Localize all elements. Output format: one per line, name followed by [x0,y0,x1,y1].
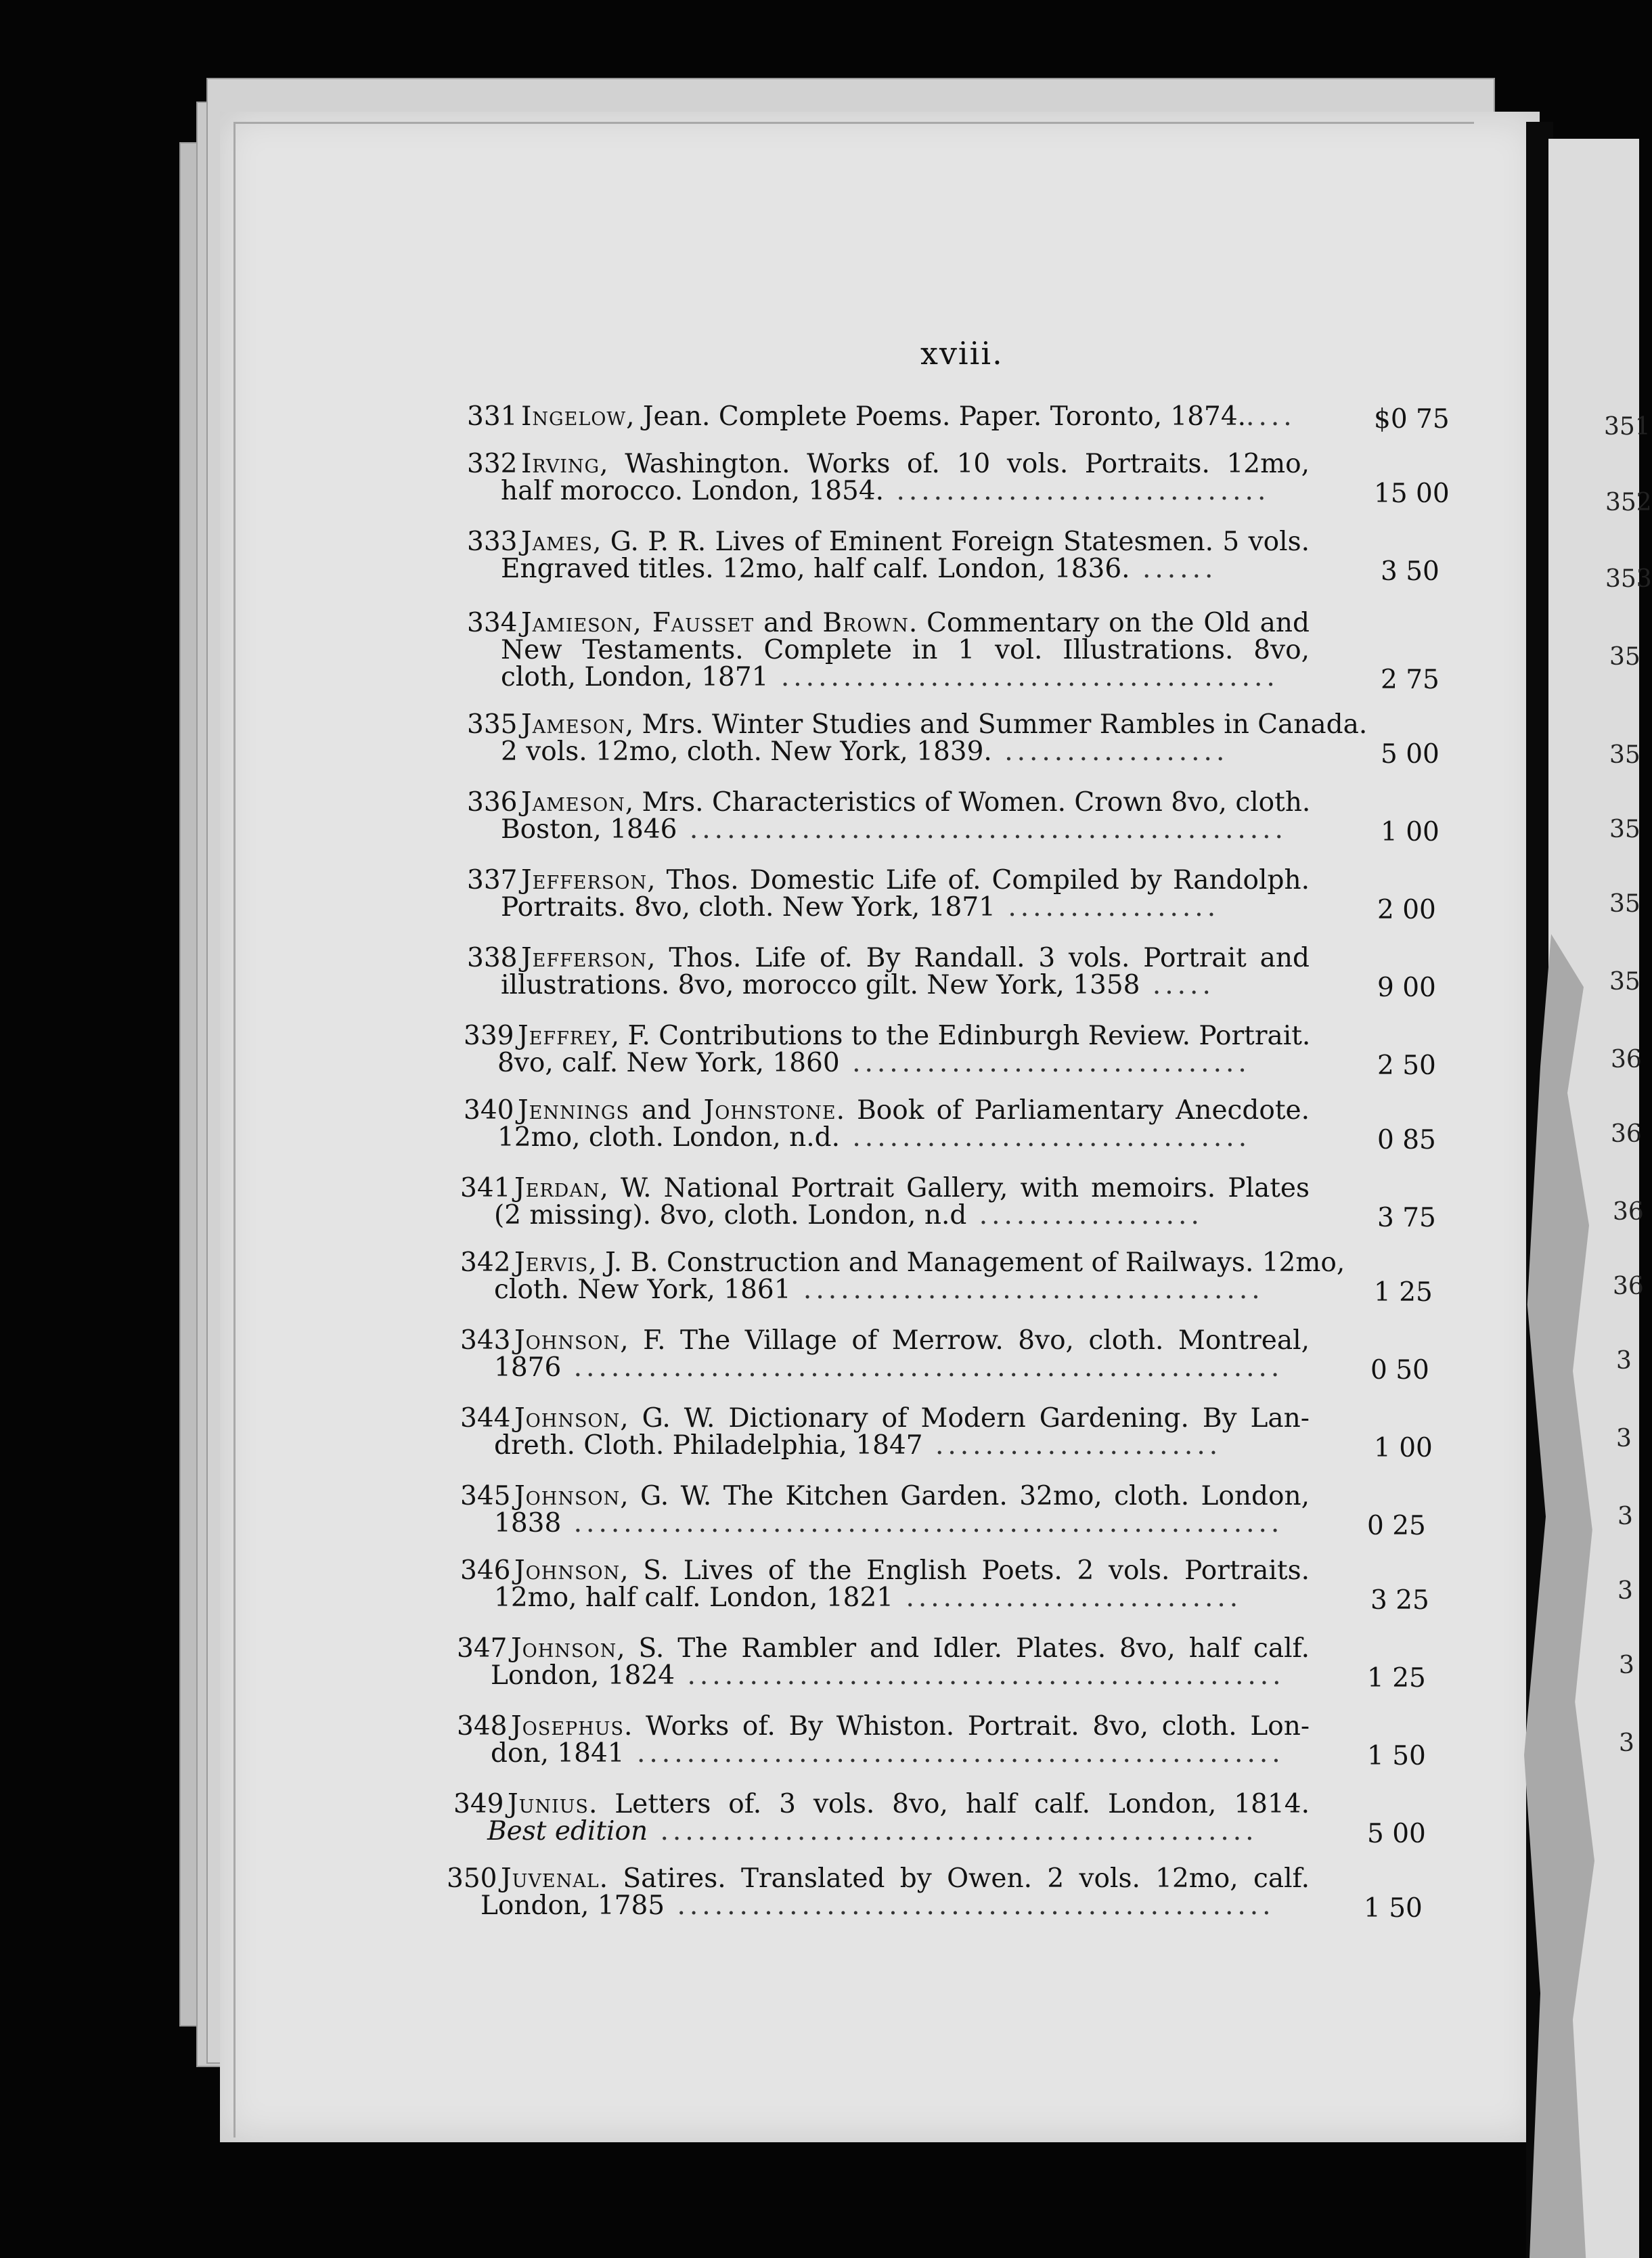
entry-detail: don, 1841 [491,1738,625,1769]
entry-author-rest: . [623,1711,633,1742]
entry-detail: 8vo, calf. New York, 1860 [497,1048,840,1078]
entry-price: 0 85 [1377,1125,1436,1155]
entry-price: 1 50 [1367,1741,1426,1771]
facing-page-entry-number: 36 [1611,1120,1642,1148]
entry-price: 1 00 [1374,1433,1433,1463]
entry-detail: cloth. New York, 1861 [494,1275,791,1305]
entry-continuation-line [487,1817,1259,1845]
entry-continuation-line [501,971,1259,999]
dot-leader: .................. [966,1200,1203,1231]
dot-leader: ................................................ [677,814,1287,845]
entry-number: 332 [467,449,518,479]
entry-author-rest: and [629,1095,704,1126]
facing-page-entry-number: 35 [1609,741,1640,769]
dot-leader: .... [1246,401,1296,432]
facing-page-entry-number: 353 [1605,565,1652,593]
entry-price: 3 50 [1381,556,1439,587]
entry-description: Complete Poems. Paper. Toronto, 1874. [718,401,1247,432]
entry-author: Johnson [514,1403,621,1434]
entry-description: The Kitchen Garden. 32mo, cloth. London, [723,1481,1310,1511]
entry-detail: 12mo, cloth. London, n.d. [497,1122,840,1153]
entry-number: 349 [453,1789,504,1819]
entry-number: 333 [467,527,518,557]
entry-author-rest: , G. P. R. [593,527,707,557]
facing-page-entry-number: 36 [1613,1198,1644,1226]
entry-author-rest: , Washington. [600,449,790,479]
facing-page-entry-number: 35 [1609,968,1640,996]
entry-detail: Portraits. 8vo, cloth. New York, 1871 [501,892,996,923]
entry-detail: (2 missing). 8vo, cloth. London, n.d [494,1200,967,1231]
entry-description: National Portrait Gallery, with memoirs. Plates [663,1173,1310,1203]
facing-page-entry-number: 351 [1604,413,1651,441]
entry-number: 343 [460,1325,511,1356]
entry-price: 3 25 [1370,1585,1429,1616]
entry-author: Jamieson, Fausset [521,608,755,638]
entry-heading-line [521,944,1310,972]
entry-detail: Best edition [487,1816,648,1846]
entry-author: Jennings [518,1095,629,1126]
entry-author: Jefferson [521,865,648,895]
entry-author: Johnson [511,1633,617,1664]
facing-page-entry-number: 35 [1609,816,1640,843]
entry-description: Lives of the English Poets. 2 vols. Portraits. [683,1555,1310,1586]
entry-continuation-line [494,1432,1259,1459]
dot-leader: ........................................ [768,662,1279,692]
entry-description: Works of. By Whiston. Portrait. 8vo, cloth. Lon- [646,1711,1310,1742]
entry-number: 338 [467,943,518,973]
facing-page-entry-number: 3 [1617,1503,1633,1530]
facing-page-entry-number: 36 [1613,1272,1644,1300]
entry-continuation-line [501,555,1259,583]
entry-number: 348 [457,1711,508,1742]
facing-page-entry-number: 3 [1616,1347,1632,1375]
entry-number: 344 [460,1403,511,1434]
entry-price: 3 75 [1377,1203,1436,1233]
entry-author: Johnson [514,1325,621,1356]
entry-description: Construction and Management of Railways. 12mo, [667,1247,1345,1278]
entry-heading-line [518,1022,1310,1050]
entry-number: 347 [457,1633,508,1664]
dot-leader: ................................................ [648,1816,1258,1846]
entry-author-rest: , S. [617,1633,665,1664]
entry-number: 350 [447,1863,497,1894]
entry-author: Johnson [514,1481,621,1511]
entry-heading-line [511,1712,1310,1740]
entry-author-rest: and [754,608,823,638]
entry-author-rest: , W. [600,1173,652,1203]
entry-price: 1 25 [1367,1663,1426,1694]
entry-heading-line [521,789,1310,816]
entry-price: 2 00 [1377,895,1436,925]
dot-leader: .............................. [884,476,1270,506]
entry-number: 331 [467,401,518,432]
entry-price: 9 00 [1377,973,1436,1003]
entry-author: Junius [508,1789,589,1819]
entry-detail: dreth. Cloth. Philadelphia, 1847 [494,1430,923,1461]
entry-author: Jerdan [514,1173,600,1203]
entry-detail: 1838 [494,1508,562,1538]
entry-price: 5 00 [1367,1819,1426,1849]
entry-price: 2 75 [1381,665,1439,695]
entry-author-rest: , G. W. [620,1403,715,1434]
entry-price: 2 50 [1377,1050,1436,1081]
dot-leader: ......................................................... [561,1352,1284,1383]
entry-author-rest: . [588,1789,598,1819]
entry-author-rest: , Jean. [626,401,711,432]
entry-author: Irving [521,449,600,479]
entry-continuation-line [494,1275,1264,1305]
entry-author-rest: , Mrs. [625,709,704,740]
entry-description: Winter Studies and Summer Rambles in Canada. [711,709,1368,740]
dot-leader: ................................ [840,1122,1251,1153]
facing-page-entry-number: 35 [1609,643,1640,671]
dot-leader: ....................... [922,1430,1222,1461]
entry-author-rest: , F. [610,1021,650,1051]
entry-description: Life of. By Randall. 3 vols. Portrait and [755,943,1310,973]
dot-leader: .................................................... [624,1738,1285,1769]
entry-detail: Engraved titles. 12mo, half calf. London, 1836. [501,554,1130,584]
entry-author-rest: , F. [620,1325,666,1356]
entry-detail: London, 1785 [481,1890,665,1921]
entry-author: Josephus [511,1711,624,1742]
dot-leader: ........................... [893,1582,1243,1613]
entry-description: Lives of Eminent Foreign Statesmen. 5 vols. [715,527,1310,557]
entry-description: Dictionary of Modern Gardening. By Lan- [728,1403,1310,1434]
entry-author: Ingelow [521,401,627,432]
entry-continuation-line [491,1738,1285,1769]
page-number: xviii. [920,335,1004,372]
entry-price: 0 50 [1370,1355,1429,1386]
entry-continuation-line [501,662,1279,692]
entry-detail: cloth, London, 1871 [501,662,769,692]
dot-leader: ................. [995,892,1220,923]
entry-description: Characteristics of Women. Crown 8vo, cloth. [711,787,1311,818]
dot-leader: ................................................ [665,1890,1275,1921]
entry-author-rest: , Thos. [647,865,739,895]
entry-number: 337 [467,865,518,895]
entry-description: Works of. 10 vols. Portraits. 12mo, [807,449,1310,479]
entry-detail: Boston, 1846 [501,814,677,845]
entry-number: 341 [460,1173,511,1203]
facing-page-entry-number: 36 [1611,1046,1642,1073]
entry-description: Letters of. 3 vols. 8vo, half calf. London, 1814. [615,1789,1310,1819]
entry-detail: 12mo, half calf. London, 1821 [494,1582,894,1613]
facing-page-entry-number: 3 [1616,1425,1632,1453]
entry-heading-line [521,401,1296,432]
entry-detail: London, 1824 [491,1660,675,1691]
dot-leader: ................................ [839,1048,1251,1078]
entry-continuation-line [501,476,1270,506]
entry-detail: New Testaments. Complete in 1 vol. Illustrations. 8vo, [501,635,1310,665]
entry-detail: half morocco. London, 1854. [501,476,885,506]
facing-page-entry-number: 35 [1609,890,1640,918]
entry-author-rest: , Mrs. [625,787,704,818]
entry-description: Book of Parliamentary Anecdote. [857,1095,1310,1126]
entry-heading-line [521,528,1310,556]
entry-description: Satires. Translated by Owen. 2 vols. 12mo, calf. [623,1863,1310,1894]
entry-heading-line [511,1635,1310,1662]
entry-author: Jervis [514,1247,589,1278]
entry-author-rest: , S. [620,1555,669,1586]
entry-price: 0 25 [1367,1511,1426,1541]
entry-price: 15 00 [1374,479,1450,509]
entry-heading-line [514,1327,1310,1354]
entry-author: Johnson [514,1555,621,1586]
entry-number: 336 [467,787,518,818]
entry-number: 342 [460,1247,511,1278]
entry-continuation-line [501,636,1310,664]
entry-price: 5 00 [1381,739,1439,770]
entry-price: $0 75 [1374,404,1450,435]
dot-leader: ......................................................... [561,1508,1284,1538]
entry-number: 339 [464,1021,514,1051]
entry-heading-line [501,1865,1310,1892]
facing-page-entry-number: 3 [1619,1729,1634,1757]
dot-leader: ..................................... [790,1275,1264,1305]
entry-number: 335 [467,709,518,740]
entry-continuation-line [497,1049,1259,1077]
entry-detail: illustrations. 8vo, morocco gilt. New York, 1358 [501,970,1140,1000]
entry-heading-line [521,450,1310,478]
entry-detail: 1876 [494,1352,562,1383]
entry-continuation-line [494,1584,1259,1612]
entry-price: 1 25 [1374,1277,1433,1308]
entry-heading-line [514,1174,1310,1202]
entry-price: 1 50 [1364,1893,1423,1924]
entry-description: The Village of Merrow. 8vo, cloth. Montreal, [679,1325,1310,1356]
entry-author-rest: . [599,1863,608,1894]
entry-author-second: Brown [822,608,909,638]
entry-number: 345 [460,1481,511,1511]
entry-description: Commentary on the Old and [927,608,1310,638]
entry-number: 334 [467,608,518,638]
entry-continuation-line [501,738,1259,766]
entry-heading-line [521,709,1368,740]
entry-author: James [521,527,593,557]
entry-continuation-line [481,1890,1275,1921]
entry-price: 1 00 [1381,817,1439,847]
entry-detail: 2 vols. 12mo, cloth. New York, 1839. [501,736,992,767]
entry-author: Jameson [521,787,625,818]
entry-continuation-line [501,814,1287,845]
entry-continuation-line [494,1508,1284,1538]
entry-description: The Rambler and Idler. Plates. 8vo, half calf. [677,1633,1310,1664]
entry-heading-line [514,1557,1310,1585]
facing-page-entry-number: 3 [1617,1577,1633,1605]
entry-continuation-line [497,1124,1259,1151]
entry-number: 340 [464,1095,514,1126]
dot-leader: ................................................ [675,1660,1285,1691]
entry-author: Jeffrey [518,1021,611,1051]
entry-author: Juvenal [501,1863,600,1894]
entry-author: Jameson [521,709,625,740]
entry-heading-line [521,866,1310,894]
entry-continuation-line [494,1352,1284,1383]
entry-author-second: Johnstone [703,1095,836,1126]
entry-heading-line [514,1404,1310,1432]
entry-continuation-line [491,1660,1285,1691]
entry-author: Jefferson [521,943,648,973]
entry-heading-line: Jennings and Johnstone. Book of Parliamentary Anecdote. [518,1095,1310,1126]
entry-heading-line [514,1247,1345,1278]
entry-heading-line [514,1482,1310,1510]
entry-continuation-line [494,1201,1259,1229]
entry-description: Contributions to the Edinburgh Review. Portrait. [658,1021,1311,1051]
entry-author-rest: , Thos. [647,943,742,973]
entry-author-rest: , J. B. [588,1247,658,1278]
dot-leader: ...... [1130,554,1218,584]
facing-page-entry-number: 352 [1605,489,1652,516]
entry-heading-line [508,1790,1310,1818]
entry-number: 346 [460,1555,511,1586]
dot-leader: .................. [991,736,1229,767]
entry-description: Domestic Life of. Compiled by Randolph. [749,865,1310,895]
facing-page-entry-number: 3 [1619,1652,1634,1679]
entry-heading-line: Jamieson, Fausset and Brown. Commentary on the Old and [521,608,1310,638]
entry-continuation-line [501,893,1259,921]
dot-leader: ..... [1140,970,1215,1000]
entry-author-rest: , G. W. [620,1481,712,1511]
